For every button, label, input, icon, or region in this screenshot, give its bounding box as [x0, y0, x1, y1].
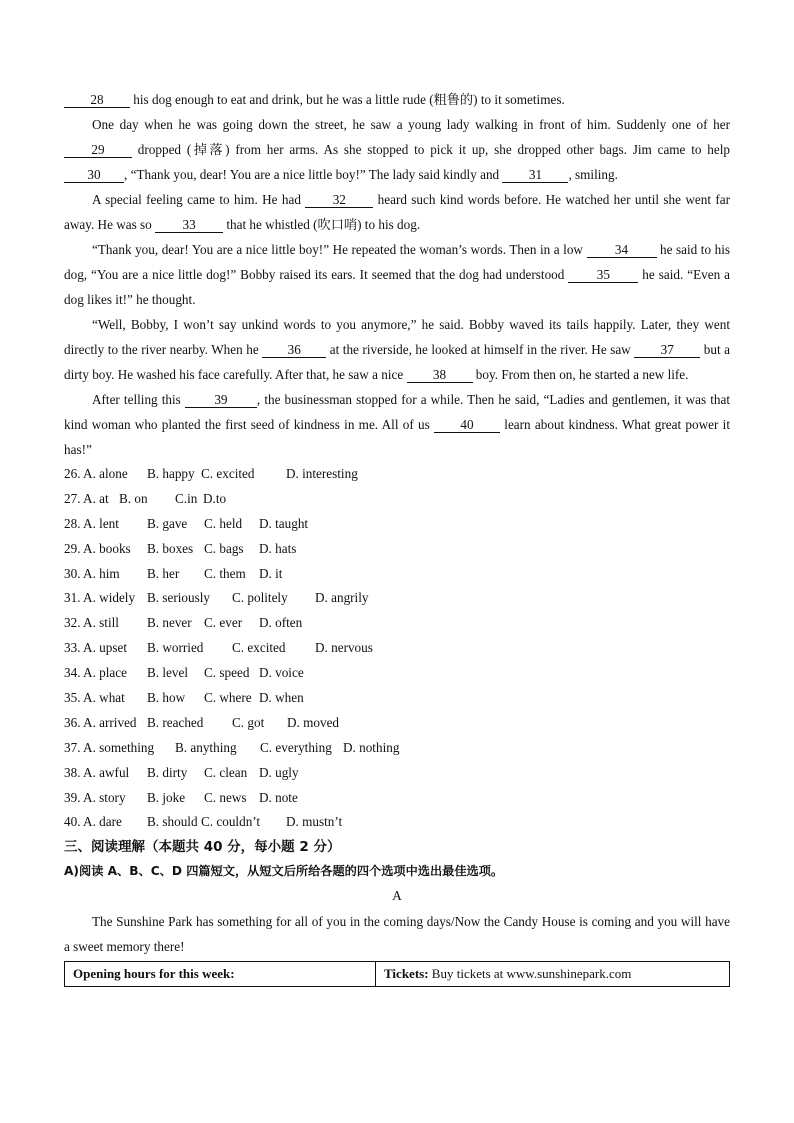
option-a[interactable]: 34. A. place: [64, 665, 127, 681]
option-c[interactable]: C. clean: [204, 764, 248, 780]
option-a[interactable]: 31. A. widely: [64, 590, 136, 606]
option-a[interactable]: 40. A. dare: [64, 814, 122, 830]
option-row-26: [64, 462, 730, 487]
option-d[interactable]: D. nothing: [343, 739, 400, 755]
text: “Well, Bobby, I won’t say unkind words to you anymore,” he said. Bobby waved its tails happily. Later, they went directly to the river nearby. When he: [64, 317, 730, 357]
option-d[interactable]: D.to: [203, 490, 227, 506]
blank-28[interactable]: 28: [64, 92, 130, 108]
option-row-33: [64, 636, 730, 661]
option-b[interactable]: B. boxes: [147, 540, 194, 556]
cloze-paragraph-2: [64, 112, 730, 187]
option-c[interactable]: C. politely: [232, 590, 288, 606]
blank-36[interactable]: 36: [262, 342, 326, 358]
option-b[interactable]: B. her: [147, 565, 180, 581]
option-c[interactable]: C. ever: [204, 615, 243, 631]
text: , smiling.: [568, 167, 618, 182]
passage-intro: The Sunshine Park has something for all of you in the coming days/Now the Candy House is coming and you will have a sweet memory there!: [64, 914, 730, 955]
text: boy. From then on, he started a new life.: [472, 367, 689, 382]
option-row-30: [64, 562, 730, 587]
option-a[interactable]: 38. A. awful: [64, 764, 130, 780]
option-row-28: [64, 512, 730, 537]
option-c[interactable]: C. excited: [232, 640, 286, 656]
option-c[interactable]: C. them: [204, 565, 246, 581]
option-d[interactable]: D. nervous: [315, 640, 373, 656]
cloze-paragraph-1: [64, 87, 730, 112]
option-row-40: [64, 810, 730, 835]
blank-31[interactable]: 31: [502, 167, 568, 183]
option-c[interactable]: C. speed: [204, 665, 250, 681]
option-a[interactable]: 28. A. lent: [64, 515, 119, 531]
option-b[interactable]: B. never: [147, 615, 192, 631]
option-b[interactable]: B. anything: [175, 739, 237, 755]
tickets-label: Tickets:: [384, 966, 429, 982]
blank-30[interactable]: 30: [64, 167, 124, 183]
text: One day when he was going down the street, he saw a young lady walking in front of him. Suddenly one of her: [92, 117, 730, 132]
option-row-34: [64, 661, 730, 686]
option-a[interactable]: 39. A. story: [64, 789, 126, 805]
blank-32[interactable]: 32: [305, 192, 373, 208]
option-c[interactable]: C. bags: [204, 540, 244, 556]
option-d[interactable]: D. when: [259, 690, 304, 706]
blank-29[interactable]: 29: [64, 142, 132, 158]
option-d[interactable]: D. ugly: [259, 764, 299, 780]
option-b[interactable]: B. should: [147, 814, 198, 830]
option-d[interactable]: D. interesting: [286, 466, 358, 481]
page-content: [64, 87, 730, 987]
cloze-paragraph-3: [64, 187, 730, 237]
option-a[interactable]: 29. A. books: [64, 540, 131, 556]
option-b[interactable]: B. reached: [147, 714, 204, 730]
option-a[interactable]: 30. A. him: [64, 565, 120, 581]
option-row-37: [64, 736, 730, 761]
option-d[interactable]: D. angrily: [315, 590, 369, 606]
option-a[interactable]: 36. A. arrived: [64, 714, 137, 730]
option-b[interactable]: B. worried: [147, 640, 204, 656]
text: that he whistled (吹口哨) to his dog.: [223, 217, 421, 232]
option-row-27: [64, 487, 730, 512]
option-c[interactable]: C. everything: [260, 739, 332, 755]
text: at the riverside, he looked at himself in the river. He saw: [326, 342, 635, 357]
text: “Thank you, dear! You are a nice little boy!” He repeated the woman’s words. Then in a low: [92, 242, 587, 257]
text: his dog enough to eat and drink, but he was a little rude (粗鲁的) to it sometimes.: [130, 92, 565, 107]
option-c[interactable]: C. got: [232, 714, 265, 730]
option-c[interactable]: C. news: [204, 789, 247, 805]
text: he said to his dog, “You are a nice little dog!” Bobby raised its ears. It seemed that the dog had understood: [64, 242, 730, 282]
option-c[interactable]: C. couldn’t: [201, 814, 261, 830]
option-b[interactable]: B. how: [147, 690, 186, 706]
blank-34[interactable]: 34: [587, 242, 657, 258]
tickets-cell: [376, 962, 730, 987]
text: dropped (掉落) from her arms. As she stopped to pick it up, she dropped other bags. Jim came to help: [132, 142, 730, 157]
table-row: [65, 962, 730, 987]
blank-37[interactable]: 37: [634, 342, 700, 358]
option-c[interactable]: C. held: [204, 515, 243, 531]
option-c[interactable]: C. excited: [201, 466, 255, 481]
option-row-36: [64, 711, 730, 736]
opening-hours-cell: Opening hours for this week:: [65, 962, 376, 987]
passage-label: A: [392, 888, 402, 904]
option-a[interactable]: 26. A. alone: [64, 466, 128, 481]
option-d[interactable]: D. taught: [259, 515, 309, 531]
option-b[interactable]: B. gave: [147, 515, 188, 531]
option-c[interactable]: C.in: [175, 490, 198, 506]
option-row-38: [64, 761, 730, 786]
tickets-link[interactable]: Buy tickets at www.sunshinepark.com: [428, 966, 632, 982]
text: learn about kindness. What great power it has!”: [64, 417, 730, 457]
blank-33[interactable]: 33: [155, 217, 223, 233]
blank-39[interactable]: 39: [185, 392, 257, 408]
option-a[interactable]: 35. A. what: [64, 690, 125, 706]
text: After telling this: [92, 392, 185, 407]
option-d[interactable]: D. moved: [287, 714, 340, 730]
option-a[interactable]: 37. A. something: [64, 739, 155, 755]
option-row-35: [64, 686, 730, 711]
option-c[interactable]: C. where: [204, 690, 252, 706]
option-row-32: [64, 611, 730, 636]
text: , the businessman stopped for a while. Then he said, “Ladies and gentlemen, it was that kind woman who planted the first seed of kindness in me. All of us: [64, 392, 730, 432]
option-d[interactable]: D. hats: [259, 540, 297, 556]
option-b[interactable]: B. dirty: [147, 764, 188, 780]
text: he said. “Even a dog likes it!” he thought.: [64, 267, 730, 307]
cloze-paragraph-6: [64, 387, 730, 462]
blank-35[interactable]: 35: [568, 267, 638, 283]
option-b[interactable]: B. joke: [147, 789, 186, 805]
option-d[interactable]: D. it: [259, 565, 283, 581]
option-b[interactable]: B. level: [147, 665, 189, 681]
option-row-39: [64, 786, 730, 811]
section-title: 三、阅读理解（本题共 40 分，每小题 2 分）: [64, 839, 341, 856]
options-list: [64, 462, 730, 835]
info-table: [64, 961, 730, 987]
cloze-paragraph-5: [64, 312, 730, 387]
option-row-29: [64, 537, 730, 562]
option-b[interactable]: B. seriously: [147, 590, 211, 606]
option-a[interactable]: 27. A. at: [64, 490, 109, 506]
blank-38[interactable]: 38: [407, 367, 473, 383]
text: A special feeling came to him. He had: [92, 192, 306, 207]
option-d[interactable]: D. voice: [259, 665, 304, 681]
option-a[interactable]: 32. A. still: [64, 615, 119, 631]
cloze-paragraph-4: [64, 237, 730, 312]
option-d[interactable]: D. note: [259, 789, 298, 805]
option-a[interactable]: 33. A. upset: [64, 640, 128, 656]
text: , “Thank you, dear! You are a nice little boy!” The lady said kindly and: [124, 167, 503, 182]
blank-40[interactable]: 40: [434, 417, 500, 433]
option-b[interactable]: B. on: [119, 490, 148, 506]
option-d[interactable]: D. often: [259, 615, 303, 631]
text: but a dirty boy. He washed his face carefully. After that, he saw a nice: [64, 342, 730, 382]
option-row-31: [64, 586, 730, 611]
option-b[interactable]: B. happy: [147, 466, 195, 481]
text: heard such kind words before. He watched her until she went far away. He was so: [64, 192, 730, 232]
option-d[interactable]: D. mustn’t: [286, 814, 343, 830]
section-instructions: A)阅读 A、B、C、D 四篇短文，从短文后所给各题的四个选项中选出最佳选项。: [64, 864, 504, 879]
